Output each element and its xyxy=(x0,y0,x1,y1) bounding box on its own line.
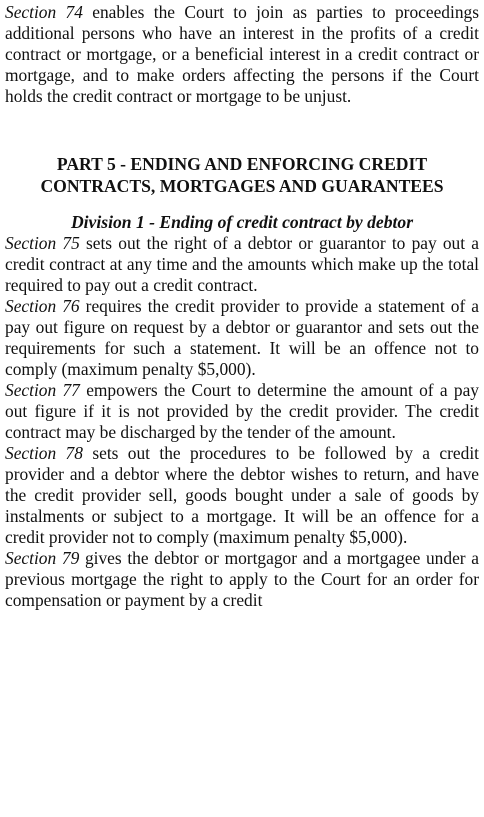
paragraph-text: gives the debtor or mortgagor and a mortgagee under a previous mortgage the right to apply to the Court for an order for compensation or payment by a credit xyxy=(5,548,479,610)
section-reference: Section 78 xyxy=(5,443,83,463)
part-heading: PART 5 - ENDING AND ENFORCING CREDIT CONTRACTS, MORTGAGES AND GUARANTEES xyxy=(40,154,444,196)
paragraph-text: sets out the procedures to be followed by a credit provider and a debtor where the debtor wishes to return, and have the credit provider sell, goods bought under a sale of goods by instalments or subject to a mortgage. It will be an offence for a credit provider not to comply (maximum penalty $5,000). xyxy=(5,443,479,547)
paragraph-text: sets out the right of a debtor or guarantor to pay out a credit contract at any time and the amounts which make up the total required to pay out a credit contract. xyxy=(5,233,479,295)
paragraph-section-75 xyxy=(5,233,479,296)
section-reference: Section 74 xyxy=(5,2,83,22)
paragraph-section-78 xyxy=(5,443,479,548)
section-reference: Section 79 xyxy=(5,548,80,568)
section-reference: Section 77 xyxy=(5,380,80,400)
document-page xyxy=(5,2,479,611)
division-heading: Division 1 - Ending of credit contract by debtor xyxy=(70,212,414,232)
paragraph-section-77 xyxy=(5,380,479,443)
section-reference: Section 76 xyxy=(5,296,80,316)
paragraph-text: requires the credit provider to provide a statement of a pay out figure on request by a debtor or guarantor and sets out the requirements for such a statement. It will be an offence not to comply (maximum penalty $5,000). xyxy=(5,296,479,379)
paragraph-text: enables the Court to join as parties to proceedings additional persons who have an interest in the profits of a credit contract or mortgage, or a beneficial interest in a credit contract or mortgage, and to make orders affecting the persons if the Court holds the credit contract or mortgage to be unjust. xyxy=(5,2,479,106)
paragraph-section-79 xyxy=(5,548,479,611)
section-reference: Section 75 xyxy=(5,233,80,253)
paragraph-section-74 xyxy=(5,2,479,107)
paragraph-text: empowers the Court to determine the amount of a pay out figure if it is not provided by the credit provider. The credit contract may be discharged by the tender of the amount. xyxy=(5,380,479,442)
paragraph-section-76 xyxy=(5,296,479,380)
